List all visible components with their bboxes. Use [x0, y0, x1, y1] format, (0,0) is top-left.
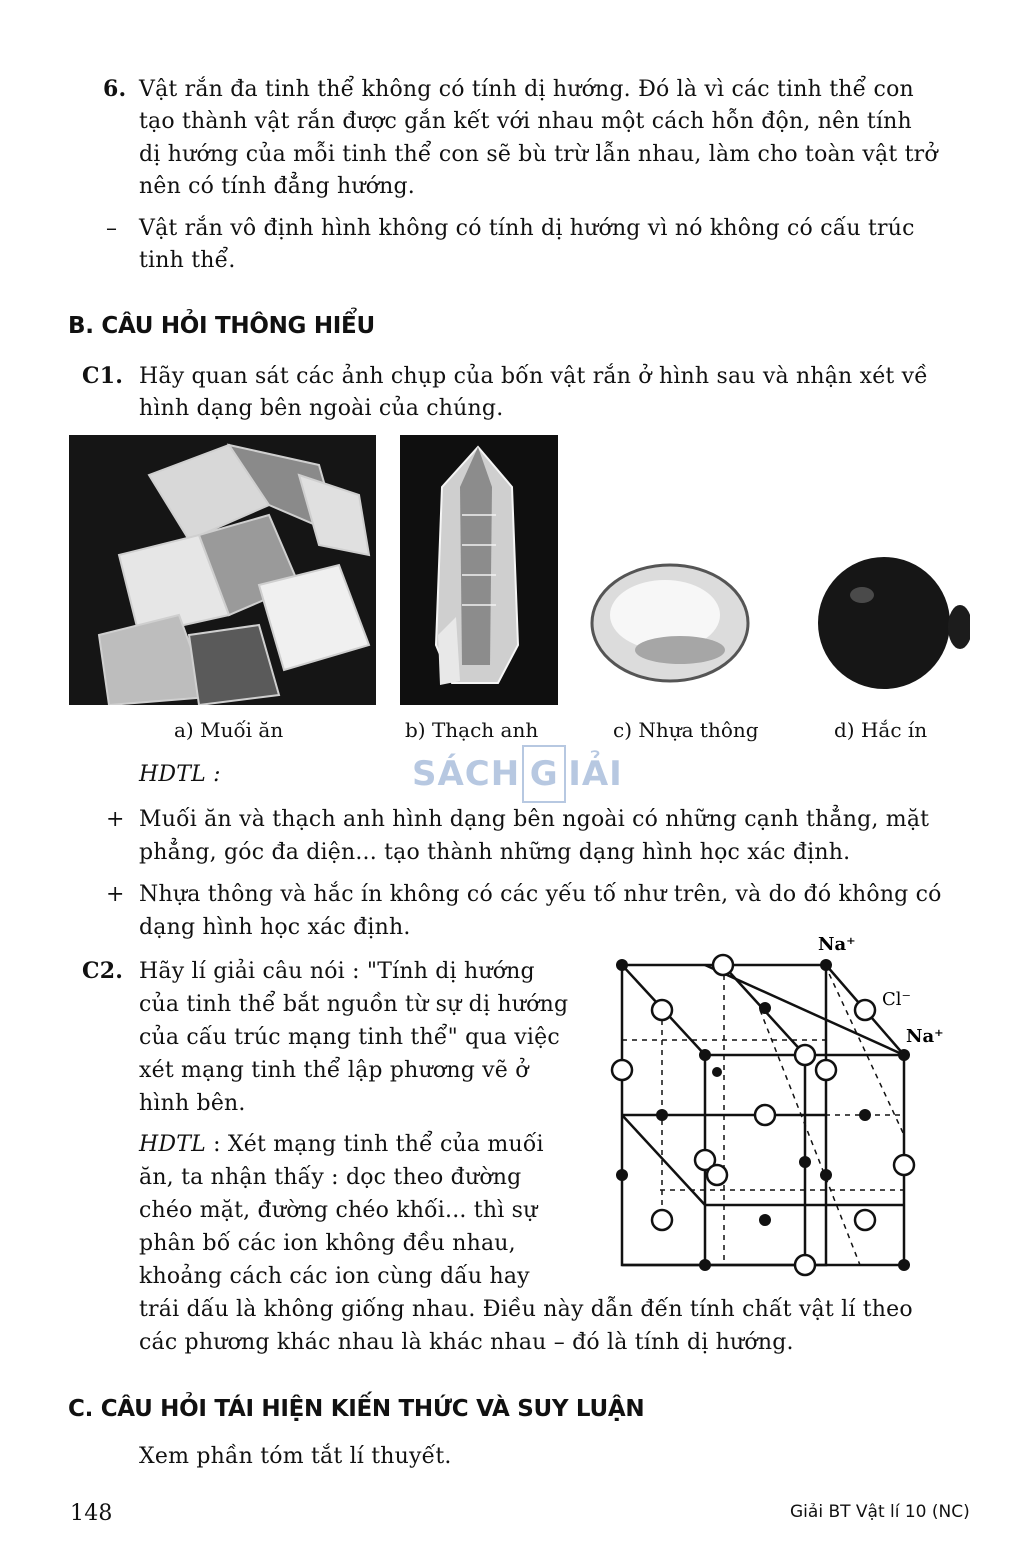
bullet-1-line-1: Muối ăn và thạch anh hình dạng bên ngoài có những cạnh thẳng, mặt	[139, 807, 930, 832]
c2-question-line-5: hình bên.	[139, 1091, 246, 1116]
caption-tar: d) Hắc ín	[834, 718, 928, 742]
item-6-number: 6.	[103, 76, 127, 102]
cl-ion	[795, 1045, 815, 1065]
na-ion	[712, 1067, 722, 1077]
caption-quartz: b) Thạch anh	[405, 718, 539, 742]
na-ion	[656, 1109, 668, 1121]
c2-hdtl-label: HDTL	[139, 1132, 206, 1157]
c2-answer-line-3: chéo mặt, đường chéo khối... thì sự	[139, 1198, 538, 1223]
c2-answer-line-5: khoảng cách các ion cùng dấu hay	[139, 1264, 530, 1289]
nacl-lattice-svg	[600, 930, 970, 1280]
cl-ion	[855, 1000, 875, 1020]
c2-question-line-3: của cấu trúc mạng tinh thể" qua việc	[139, 1025, 560, 1050]
c1-label: C1.	[82, 363, 124, 389]
cl-ion	[652, 1000, 672, 1020]
na-ion	[799, 1156, 811, 1168]
label-cl: Cl⁻	[882, 989, 912, 1010]
section-c-text: Xem phần tóm tắt lí thuyết.	[139, 1444, 452, 1469]
caption-rosin: c) Nhựa thông	[613, 718, 759, 742]
cl-ion	[707, 1165, 727, 1185]
c2-label: C2.	[82, 958, 124, 984]
bullet-2-line-2: dạng hình học xác định.	[139, 915, 411, 940]
na-ion	[699, 1049, 711, 1061]
c2-answer-tail-1: trái dấu là không giống nhau. Điều này dẫn đến tính chất vật lí theo	[139, 1297, 913, 1322]
na-ion	[820, 1169, 832, 1181]
na-ion	[898, 1259, 910, 1271]
bullet-2-line-1: Nhựa thông và hắc ín không có các yếu tố như trên, và do đó không có	[139, 882, 942, 907]
c2-answer-line-4: phân bố các ion không đều nhau,	[139, 1231, 516, 1256]
item-6-line-2: tạo thành vật rắn được gắn kết với nhau một cách hỗn độn, nên tính	[139, 109, 912, 134]
section-b-title: B. CÂU HỎI THÔNG HIỂU	[68, 313, 375, 339]
cl-ion	[795, 1255, 815, 1275]
bullet-1-line-2: phẳng, góc đa diện... tạo thành những dạng hình học xác định.	[139, 840, 851, 865]
na-ion	[820, 959, 832, 971]
cl-ion	[894, 1155, 914, 1175]
bullet-2-marker: +	[106, 882, 125, 907]
c2-question-line-2: của tinh thể bắt nguồn từ sự dị hướng	[139, 992, 569, 1017]
bullet-1-marker: +	[106, 807, 125, 832]
item-6-line-3: dị hướng của mỗi tinh thể con sẽ bù trừ lẫn nhau, làm cho toàn vật trở	[139, 142, 938, 167]
c1-hdtl-label: HDTL :	[139, 762, 221, 787]
left-mid-edge	[622, 1115, 705, 1205]
c2-question-line-4: xét mạng tinh thể lập phương vẽ ở	[139, 1058, 529, 1083]
cl-ion	[855, 1210, 875, 1230]
cl-ion	[816, 1060, 836, 1080]
na-ion	[898, 1049, 910, 1061]
quartz-crystal-photo	[400, 435, 558, 705]
na-ion	[859, 1109, 871, 1121]
section-c-title: C. CÂU HỎI TÁI HIỆN KIẾN THỨC VÀ SUY LUẬN	[68, 1396, 645, 1422]
dash-line-2: tinh thể.	[139, 248, 236, 273]
na-ion	[616, 959, 628, 971]
na-ion	[616, 1169, 628, 1181]
page-number: 148	[70, 1501, 113, 1526]
na-ion	[699, 1259, 711, 1271]
watermark-left: SÁCH	[412, 754, 521, 794]
c2-answer-tail-2: các phương khác nhau là khác nhau – đó là tính dị hướng.	[139, 1330, 794, 1355]
tar-photo	[812, 545, 970, 695]
c2-answer-first: : Xét mạng tinh thể của muối	[213, 1132, 544, 1157]
label-na-right: Na⁺	[906, 1026, 944, 1047]
na-ion	[759, 1214, 771, 1226]
cl-ion	[652, 1210, 672, 1230]
cl-ion	[612, 1060, 632, 1080]
c1-line-1: Hãy quan sát các ảnh chụp của bốn vật rắn ở hình sau và nhận xét về	[139, 364, 929, 389]
item-6-line-1: Vật rắn đa tinh thể không có tính dị hướng. Đó là vì các tinh thể con	[139, 77, 914, 102]
c2-question-line-1: Hãy lí giải câu nói : "Tính dị hướng	[139, 959, 535, 984]
label-na-top: Na⁺	[818, 934, 856, 955]
sachgiai-watermark-logo	[412, 745, 623, 803]
dash-line-1: Vật rắn vô định hình không có tính dị hướng vì nó không có cấu trúc	[139, 216, 915, 241]
dash-marker: –	[106, 216, 118, 241]
c2-answer-line-1	[139, 1128, 544, 1161]
watermark-right: IẢI	[568, 754, 623, 794]
book-title: Giải BT Vật lí 10 (NC)	[790, 1502, 970, 1522]
watermark-g: G	[522, 745, 566, 803]
salt-crystal-photo	[69, 435, 376, 705]
rosin-photo	[585, 545, 755, 695]
cl-ion	[713, 955, 733, 975]
caption-salt: a) Muối ăn	[174, 718, 284, 742]
cl-ion	[755, 1105, 775, 1125]
item-6-line-4: nên có tính đẳng hướng.	[139, 174, 415, 199]
nacl-lattice-diagram	[600, 930, 970, 1280]
na-ion	[759, 1002, 771, 1014]
c1-line-2: hình dạng bên ngoài của chúng.	[139, 396, 504, 421]
c2-answer-line-2: ăn, ta nhận thấy : dọc theo đường	[139, 1165, 522, 1190]
